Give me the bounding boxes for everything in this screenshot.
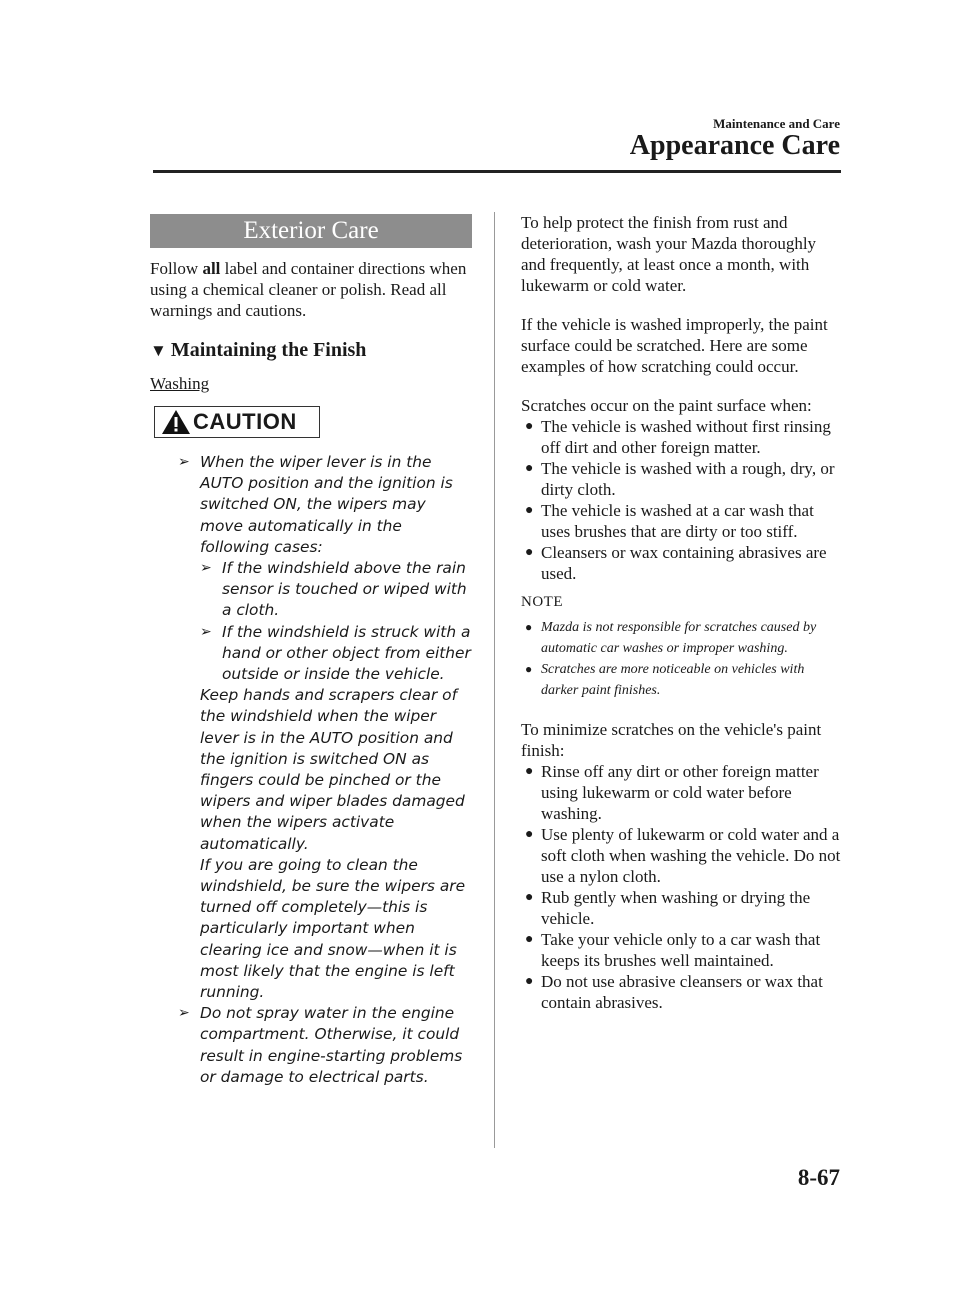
list-item-text: Do not use abrasive cleansers or wax that contain abrasives.: [541, 972, 823, 1012]
left-column: [150, 214, 472, 1088]
header-rule: [153, 170, 841, 173]
subheading-text: Maintaining the Finish: [170, 339, 367, 361]
caution-subitem: [200, 558, 472, 622]
list-item: [521, 500, 843, 542]
list-item: [521, 458, 843, 500]
bullet-icon: ●: [525, 545, 534, 560]
list-item-text: The vehicle is washed with a rough, dry, or dirty cloth.: [541, 459, 835, 499]
arrowhead-bullet-icon: ➢: [178, 1005, 190, 1022]
paragraph: To help protect the finish from rust and deterioration, wash your Mazda thoroughly and frequently, at least once a month, with lukewarm or cold water.: [521, 213, 817, 295]
caution-item: [178, 1003, 472, 1088]
bullet-icon: ●: [525, 974, 534, 989]
list-item-text: Cleansers or wax containing abrasives are used.: [541, 543, 827, 583]
list-item-text: Rub gently when washing or drying the vehicle.: [541, 888, 811, 928]
caution-detail-text: If you are going to clean the windshield, be sure the wipers are turned off completely—this is particularly important when clearing ice and snow—when it is most likely that the engine is left running.: [200, 855, 466, 1002]
list-item-text: Rinse off any dirt or other foreign matter using lukewarm or cold water before washing.: [541, 762, 819, 823]
paragraph: To minimize scratches on the vehicle's paint finish:: [521, 720, 822, 760]
list-item: [521, 971, 843, 1013]
bullet-icon: ●: [525, 419, 534, 434]
paragraph: If the vehicle is washed improperly, the paint surface could be scratched. Here are some examples of how scratching could occur.: [521, 315, 828, 376]
caution-item-text: Do not spray water in the engine compartment. Otherwise, it could result in engine-starting problems or damage to electrical parts.: [200, 1004, 463, 1086]
caution-detail-text: Keep hands and scrapers clear of the windshield when the wiper lever is in the AUTO position and the ignition is switched ON as fingers could be pinched or the wipers and wiper blades damaged when the wipers activate automatically.: [200, 686, 465, 853]
list-item-text: Take your vehicle only to a car wash that keeps its brushes well maintained.: [541, 930, 821, 970]
section-header-title: Appearance Care: [629, 130, 840, 161]
note-item-text: Scratches are more noticeable on vehicles with darker paint finishes.: [541, 662, 805, 698]
warning-triangle-icon: [161, 409, 191, 435]
list-item: [521, 416, 843, 458]
subheading: [150, 339, 472, 362]
caution-subitem-text: If the windshield above the rain sensor is touched or wiped with a cloth.: [222, 559, 467, 620]
list-item-text: Use plenty of lukewarm or cold water and a soft cloth when washing the vehicle. Do not use a nylon cloth.: [541, 825, 841, 886]
caution-list: [178, 452, 472, 1088]
caution-item: [178, 452, 472, 1003]
bullet-icon: ●: [525, 503, 534, 518]
intro-text-bold: all: [202, 259, 221, 278]
list-item: [521, 929, 843, 971]
list-item-text: The vehicle is washed without first rinsing off dirt and other foreign matter.: [541, 417, 831, 457]
bullet-icon: ●: [525, 827, 534, 842]
caution-item-text: When the wiper lever is in the AUTO position and the ignition is switched ON, the wipers may move automatically in the following cases:: [200, 453, 453, 556]
bullet-icon: ●: [525, 890, 534, 905]
arrowhead-bullet-icon: ➢: [200, 623, 212, 640]
list-item: [521, 761, 843, 824]
note-item-text: Mazda is not responsible for scratches caused by automatic car washes or improper washing.: [541, 620, 817, 656]
note-list: [521, 617, 843, 701]
paragraph: Scratches occur on the paint surface when:: [521, 396, 812, 415]
page-number: 8-67: [797, 1165, 840, 1190]
triangle-marker-icon: ▼: [150, 340, 167, 360]
bullet-icon: ●: [525, 932, 534, 947]
intro-paragraph: [150, 258, 472, 321]
caution-subitem-text: If the windshield is struck with a hand or other object from either outside or inside the vehicle.: [222, 622, 471, 684]
caution-subitem: [200, 622, 472, 686]
caution-label: CAUTION: [193, 409, 297, 434]
scratch-causes-list: [521, 416, 843, 584]
intro-text-pre: Follow: [150, 259, 203, 278]
arrowhead-bullet-icon: ➢: [200, 560, 212, 577]
arrowhead-bullet-icon: ➢: [178, 454, 190, 470]
chapter-label: Maintenance and Care: [713, 116, 840, 131]
minor-heading: Washing: [150, 374, 210, 393]
list-item: [521, 887, 843, 929]
list-item: [521, 824, 843, 887]
note-item: [521, 659, 843, 701]
right-column: [521, 212, 843, 1023]
bullet-icon: ●: [525, 764, 534, 779]
bullet-icon: ●: [525, 620, 533, 634]
bullet-icon: ●: [525, 461, 534, 476]
section-banner: Exterior Care: [150, 214, 472, 248]
list-item: [521, 542, 843, 584]
note-item: [521, 617, 843, 659]
note-label: NOTE: [521, 594, 563, 610]
list-item-text: The vehicle is washed at a car wash that uses brushes that are dirty or too stiff.: [541, 501, 814, 541]
intro-text-post: label and container directions when using a chemical cleaner or polish. Read all warnings and cautions.: [150, 259, 467, 320]
tips-list: [521, 761, 843, 1013]
column-divider: [494, 212, 495, 1148]
caution-box: [154, 406, 320, 438]
bullet-icon: ●: [525, 662, 533, 676]
